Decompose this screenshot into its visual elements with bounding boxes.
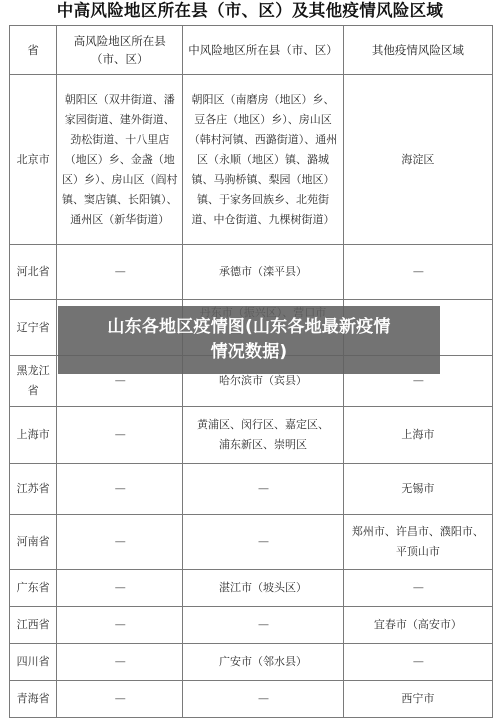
cell-province: 上海市 [10, 407, 57, 464]
cell-high-risk: — [57, 356, 183, 407]
table-row [10, 607, 493, 644]
table-row [10, 464, 493, 515]
cell-mid-risk: — [183, 515, 344, 570]
cell-other-risk: — [343, 570, 492, 607]
cell-mid-risk: 湛江市（坡头区） [183, 570, 344, 607]
cell-high-risk: — [57, 607, 183, 644]
document-title: 中高风险地区所在县（市、区）及其他疫情风险区域 [56, 1, 444, 20]
cell-high-risk: — [57, 407, 183, 464]
cell-mid-risk: 哈尔滨市（宾县） [183, 356, 344, 407]
cell-other-risk: — [343, 245, 492, 300]
cell-high-risk: — [57, 570, 183, 607]
cell-province: 青海省 [10, 681, 57, 718]
overlay-line-2: 情况数据) [210, 342, 288, 362]
cell-other-risk: — [343, 356, 492, 407]
cell-high-risk: — [57, 644, 183, 681]
cell-other-risk: 宜春市（高安市） [343, 607, 492, 644]
cell-province: 江苏省 [10, 464, 57, 515]
table-row [10, 570, 493, 607]
cell-province: 北京市 [10, 75, 57, 245]
cell-province: 广东省 [10, 570, 57, 607]
table-row [10, 245, 493, 300]
cell-high-risk: — [57, 515, 183, 570]
table-row [10, 644, 493, 681]
cell-mid-risk: — [183, 681, 344, 718]
cell-high-risk: — [57, 245, 183, 300]
cell-province: 辽宁省 [10, 300, 57, 356]
cell-mid-risk: 朝阳区（南磨房（地区）乡、豆各庄（地区）乡）、房山区（韩村河镇、西潞街道）、通州区（永顺（地区）镇、潞城镇、马驹桥镇、梨园（地区）镇、于家务回族乡、北苑街道、中仓街道、九棵树街道） [183, 75, 344, 245]
cell-mid-risk: — [183, 607, 344, 644]
table-row [10, 75, 493, 245]
cell-mid-risk: 广安市（邻水县） [183, 644, 344, 681]
cell-high-risk: — [57, 681, 183, 718]
cell-province: 四川省 [10, 644, 57, 681]
header-other-risk: 其他疫情风险区域 [343, 26, 492, 75]
table-header-row [10, 26, 493, 75]
cell-mid-risk: — [183, 464, 344, 515]
cell-other-risk: 西宁市 [343, 681, 492, 718]
header-mid-risk: 中风险地区所在县（市、区） [183, 26, 344, 75]
cell-province: 黑龙江省 [10, 356, 57, 407]
cell-high-risk: — [57, 464, 183, 515]
overlay-line-1: 山东各地区疫情图(山东各地最新疫情 [107, 317, 391, 337]
cell-province: 河南省 [10, 515, 57, 570]
cell-province: 江西省 [10, 607, 57, 644]
cell-other-risk: — [343, 644, 492, 681]
cell-mid-risk: 黄浦区、闵行区、嘉定区、浦东新区、崇明区 [183, 407, 344, 464]
table-row [10, 681, 493, 718]
cell-province: 河北省 [10, 245, 57, 300]
cell-mid-risk: 承德市（滦平县） [183, 245, 344, 300]
cell-other-risk: 上海市 [343, 407, 492, 464]
cell-other-risk: 无锡市 [343, 464, 492, 515]
cell-high-risk: 朝阳区（双井街道、潘家园街道、建外街道、劲松街道、十八里店（地区）乡、金盏（地区）乡）、房山区（阎村镇、窦店镇、长阳镇）、通州区（新华街道） [57, 75, 183, 245]
header-high-risk: 高风险地区所在县（市、区） [57, 26, 183, 75]
article-title-overlay [58, 306, 440, 374]
header-province: 省 [10, 26, 57, 75]
table-row [10, 515, 493, 570]
cell-other-risk: 郑州市、许昌市、濮阳市、平顶山市 [343, 515, 492, 570]
table-row [10, 407, 493, 464]
cell-other-risk: 海淀区 [343, 75, 492, 245]
